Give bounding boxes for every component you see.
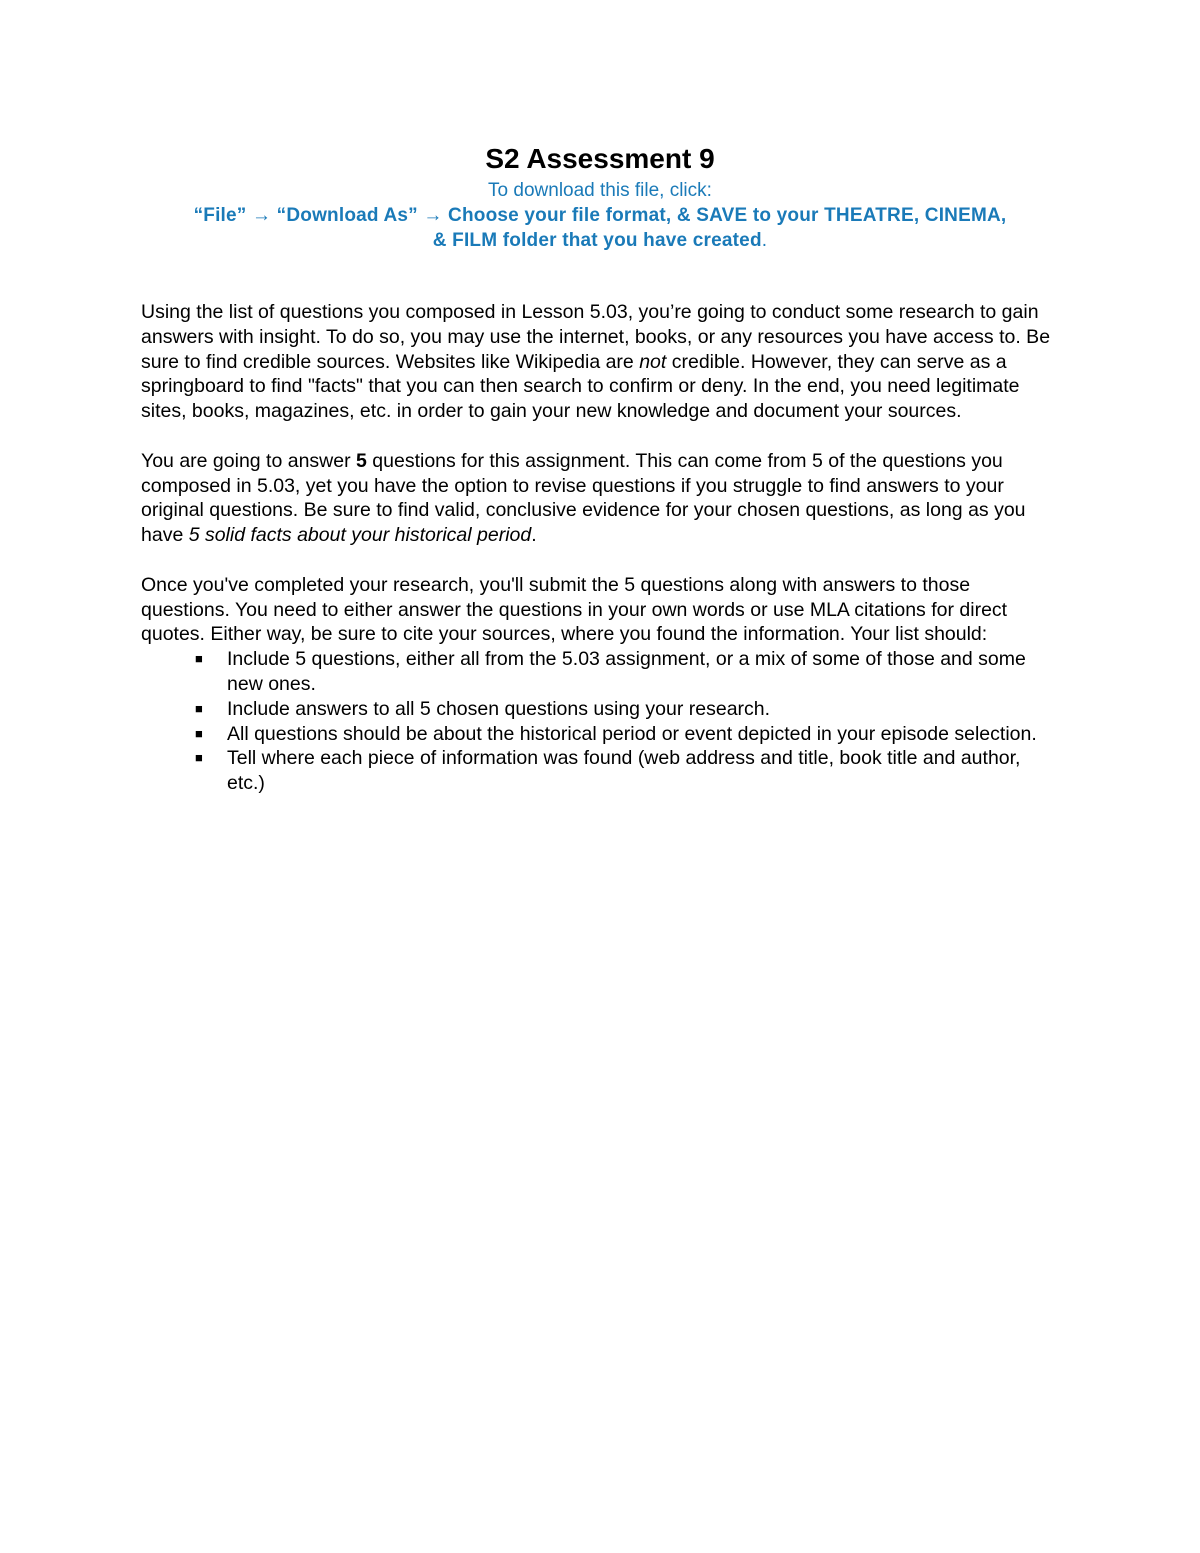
list-item-text: Include 5 questions, either all from the 5.03 assignment, or a mix of some of those and some new ones. bbox=[227, 648, 1026, 695]
square-bullet-icon: ■ bbox=[195, 651, 203, 667]
paragraph1-emphasis: not bbox=[639, 350, 667, 373]
download-subtitle: To download this file, click: bbox=[488, 180, 712, 201]
instructions-line-2: & FILM folder that you have created bbox=[432, 230, 762, 251]
list-item bbox=[141, 647, 1061, 697]
download-instructions bbox=[100, 203, 1100, 253]
paragraph2-italic: 5 solid facts about your historical period bbox=[188, 524, 532, 547]
paragraph2-text-a: You are going to answer bbox=[141, 449, 357, 472]
list-item-text: Include answers to all 5 chosen questions using your research. bbox=[227, 697, 771, 720]
paragraph-submission: Once you've completed your research, you'll submit the 5 questions along with answers to those questions. You need to either answer the questions in your own words or use MLA citations for direct quotes. Either way, be sure to cite your sources, where you found the information. Your list should: bbox=[141, 573, 1008, 646]
list-item bbox=[141, 722, 1061, 747]
list-item bbox=[141, 697, 1061, 722]
instructions-period: . bbox=[761, 230, 768, 251]
square-bullet-icon: ■ bbox=[195, 725, 203, 741]
paragraph-research-intro bbox=[141, 300, 1061, 424]
paragraph-assignment-details bbox=[141, 449, 1061, 548]
requirements-list bbox=[141, 647, 1061, 796]
list-item bbox=[141, 746, 1061, 796]
paragraph1-text-b: credible. However, they can serve as a springboard to find "facts" that you can then search to confirm or deny. In the end, you need legitimate sites, books, magazines, etc. in order to gain your new knowledge and document your sources. bbox=[141, 350, 1020, 423]
page-title: S2 Assessment 9 bbox=[485, 143, 715, 174]
document-header bbox=[100, 140, 1100, 253]
square-bullet-icon: ■ bbox=[195, 750, 203, 766]
instructions-line-1: “File” → “Download As” → Choose your file format, & SAVE to your THEATRE, CINEMA, bbox=[193, 205, 1007, 226]
paragraph2-bold-count: 5 bbox=[356, 449, 367, 472]
list-item-text: All questions should be about the historical period or event depicted in your episode selection. bbox=[227, 722, 1037, 745]
document-body bbox=[141, 300, 1061, 796]
square-bullet-icon: ■ bbox=[195, 700, 203, 716]
list-item-text: Tell where each piece of information was found (web address and title, book title and author, etc.) bbox=[227, 747, 1021, 795]
paragraph2-text-b: questions for this assignment. This can come from 5 of the questions you composed in 5.03, yet you have the option to revise questions if you struggle to find answers to your original questions. Be sure to find valid, conclusive evidence for your chosen questions, as long as you have bbox=[141, 449, 1026, 547]
paragraph1-text-a: Using the list of questions you composed in Lesson 5.03, you’re going to conduct some research to gain answers with insight. To do so, you may use the internet, books, or any resources you have access to. Be sure to find credible sources. Websites like Wikipedia are bbox=[141, 301, 1051, 373]
paragraph2-text-c: . bbox=[531, 524, 537, 547]
